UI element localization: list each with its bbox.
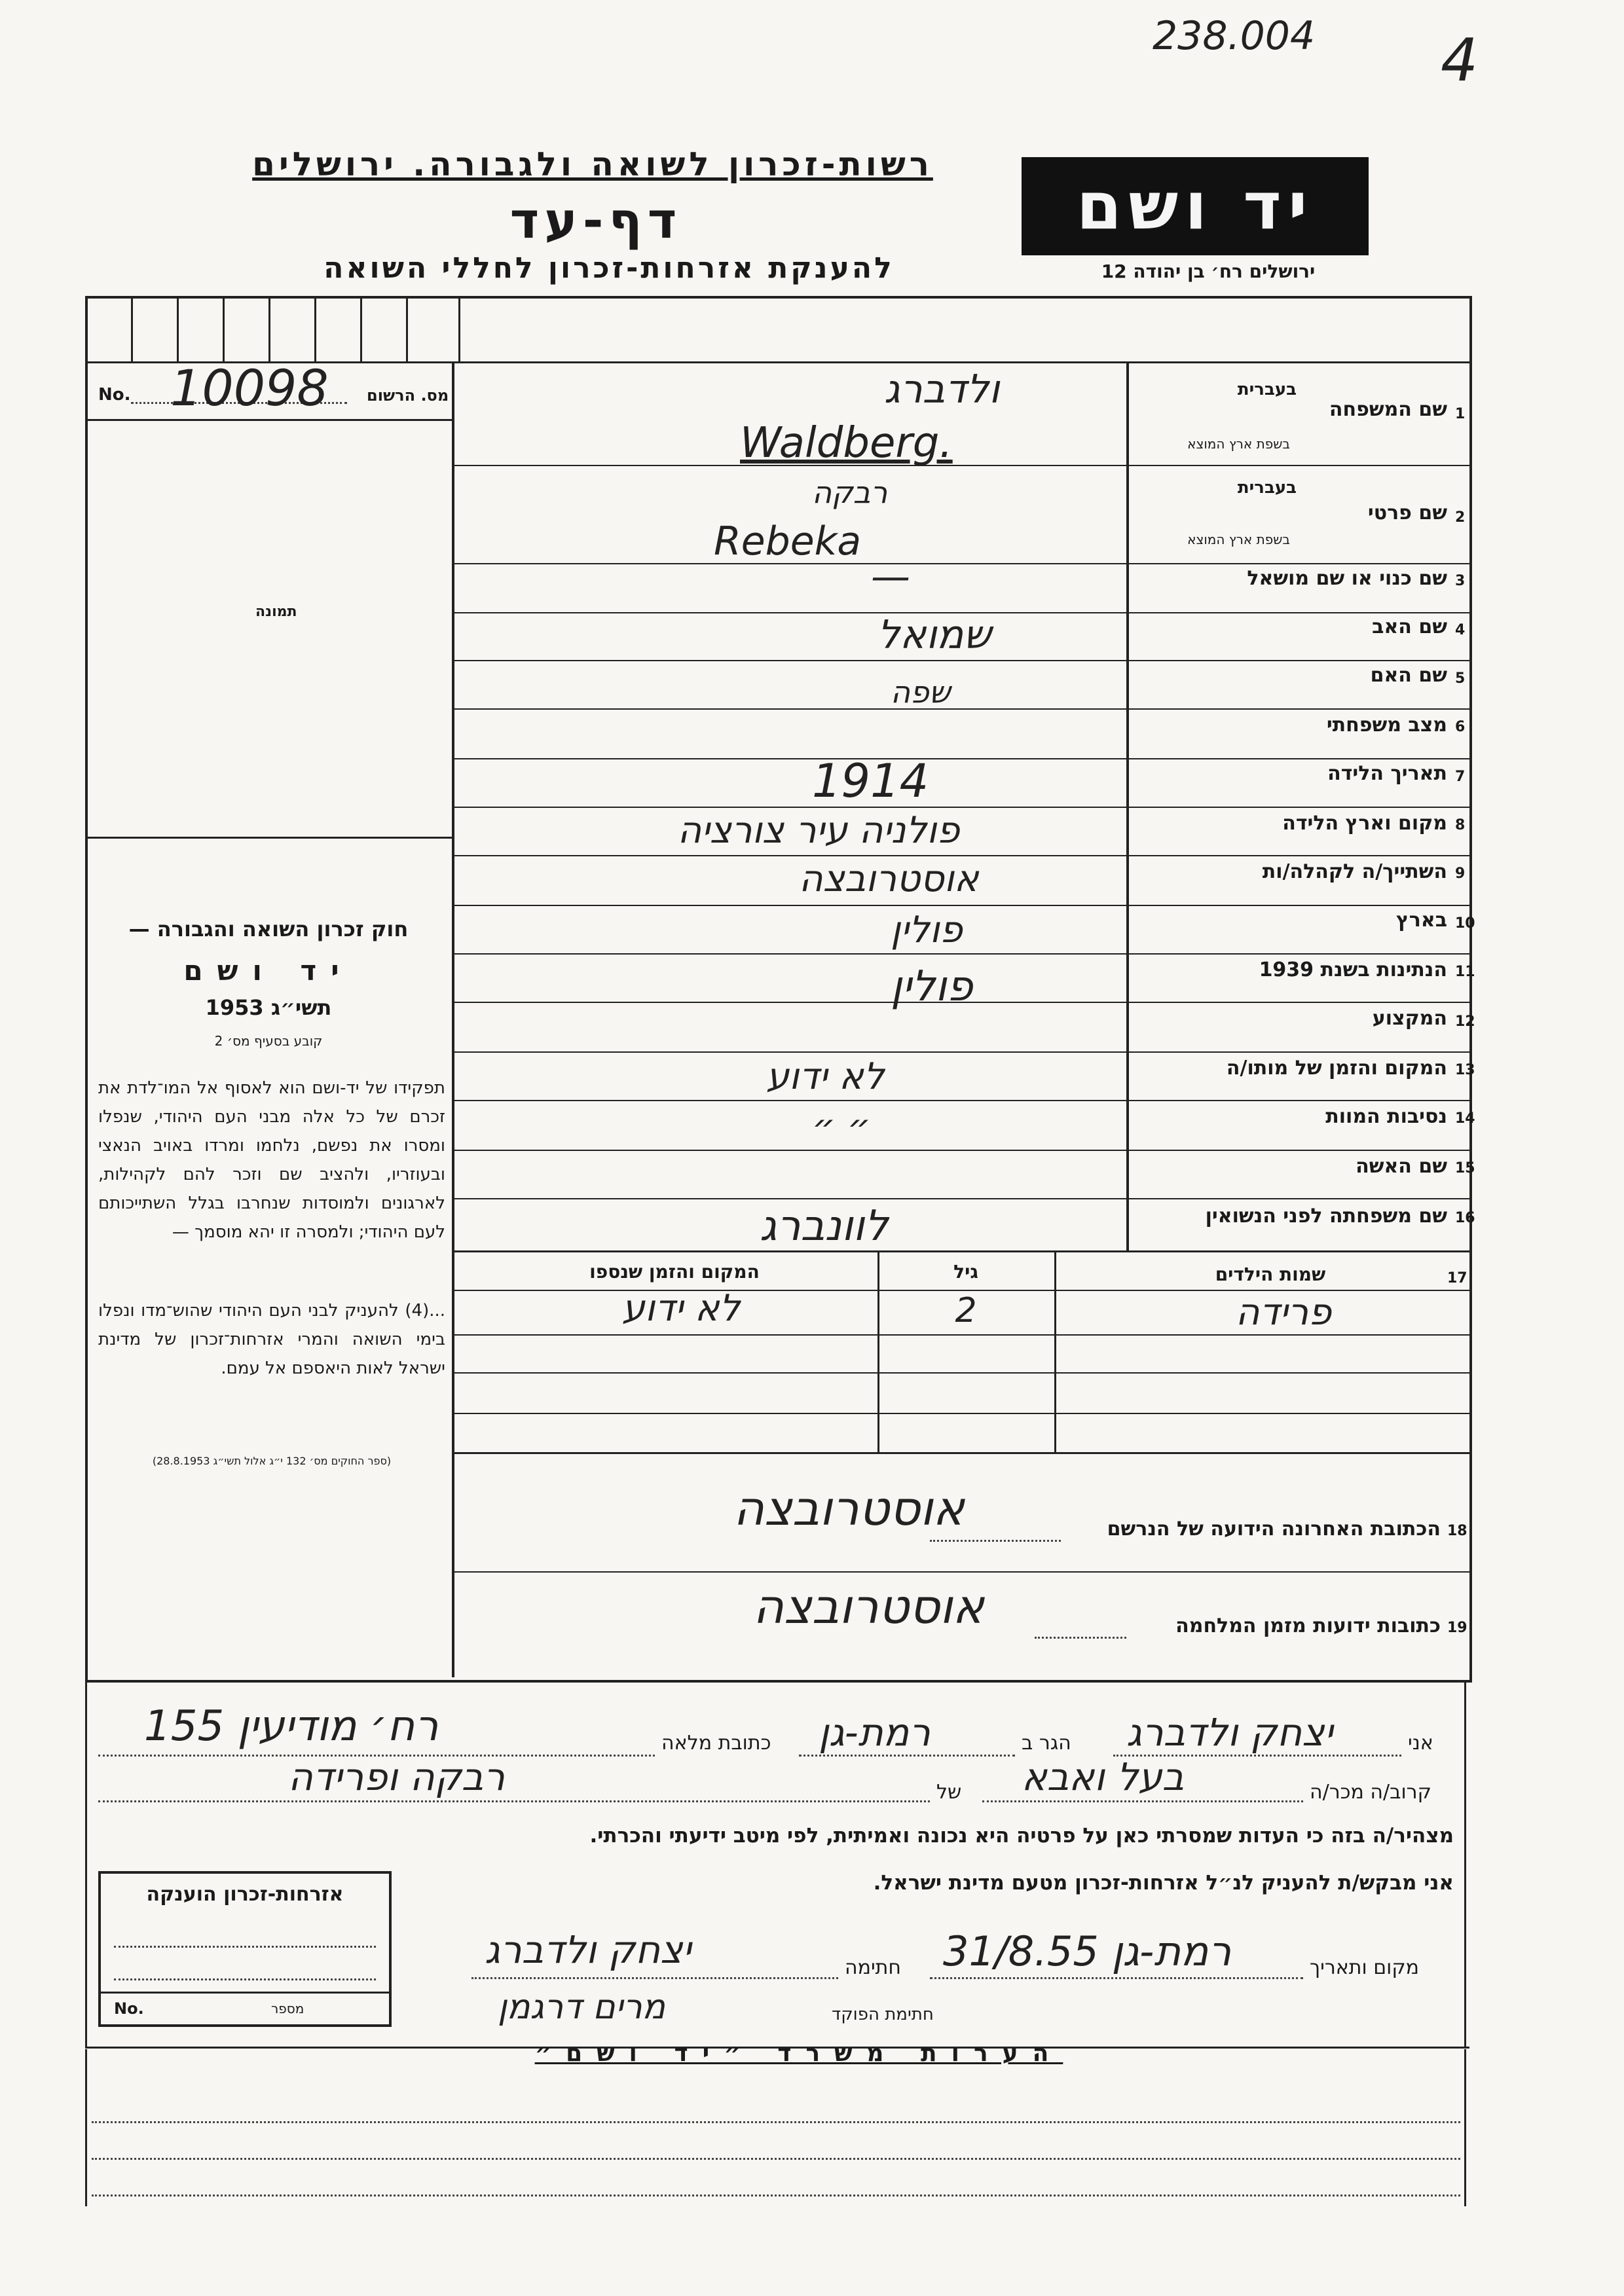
children-col-place: המקום והזמן שנספו (589, 1261, 760, 1283)
field-2-num: 2 (1455, 509, 1466, 526)
decl-relative-value: בעל ואבא (1022, 1755, 1185, 1799)
law-citation: (ספר החוקים מס׳ 132 י״ג אלול תשי״ג 28.8.1953) (152, 1455, 392, 1467)
field-1-value-local: Waldberg. (740, 419, 953, 467)
citizenship-stamp-box (98, 1871, 392, 2027)
law-title: חוק זכרון השואה והגבורה — (128, 917, 409, 941)
decl-of-label: של (936, 1781, 962, 1804)
field-6-num: 6 (1455, 719, 1466, 735)
field-10-label: בארץ (1395, 909, 1447, 932)
decl-i-value: יצחק ולדברג (1126, 1710, 1333, 1755)
field-1-hebrew-note: בעברית (1237, 380, 1297, 399)
field-9-label: השתייך/ה לקהלה/ות (1262, 860, 1447, 883)
field-8-value: פולניה עיר צורציה (677, 809, 960, 852)
child-1-name: פרידה (1235, 1291, 1332, 1334)
field-2-origin-note: בשפת ארץ המוצא (1187, 532, 1290, 547)
decl-officer-label: חתימת הפוקד (832, 2005, 934, 2024)
form-subtitle: להענקת אזרחות-זכרון לחללי השואה (323, 251, 895, 285)
children-col-age: גיל (953, 1261, 978, 1283)
decl-place-date-value: רמת-גן 31/8.55 (943, 1927, 1232, 1975)
field-19-label: כתובות ידועות מזמן המלחמה (1175, 1614, 1441, 1637)
field-12-num: 12 (1455, 1013, 1475, 1030)
field-13-label: המקום והזמן של מותו/ה (1226, 1057, 1447, 1080)
field-19-num: 19 (1447, 1620, 1467, 1636)
field-3-num: 3 (1455, 573, 1466, 589)
children-col-names: שמות הילדים (1215, 1264, 1326, 1285)
registry-label-en: No. (98, 385, 131, 405)
children-num: 17 (1447, 1270, 1467, 1286)
stamp-no-label: No. (114, 1999, 144, 2018)
field-18-label: הכתובת האחרונה הידועה של הנרשם (1107, 1518, 1441, 1540)
decl-relative-label: קרוב/ה מכר/ה (1310, 1781, 1431, 1804)
field-1-label: שם המשפחה (1329, 398, 1447, 421)
field-5-value: שפה (891, 674, 951, 710)
child-1-place: לא ידוע (621, 1287, 741, 1330)
logo-text: יד ושם (1076, 168, 1314, 244)
field-15-label: שם האשה (1356, 1155, 1447, 1178)
decl-resides-value: רמת-גן (819, 1710, 931, 1755)
field-13-value: לא ידוע (766, 1055, 885, 1098)
photo-label: תמונה (255, 604, 297, 620)
field-11-label: הנתינות בשנת 1939 (1259, 958, 1447, 981)
field-7-label: תאריך הלידה (1327, 762, 1447, 785)
field-8-num: 8 (1455, 817, 1466, 833)
field-14-value: ״ ״ (812, 1106, 871, 1149)
law-name: יד ושם (183, 955, 354, 987)
registry-label-he: מס. הרשום (367, 386, 449, 405)
field-6-label: מצב משפחתי (1326, 714, 1447, 737)
field-12-label: המקצוע (1372, 1007, 1447, 1030)
field-3-label: שם כנוי או שם מושאל (1247, 567, 1447, 590)
address: ירושלים רח׳ בן יהודה 12 (1101, 261, 1316, 282)
decl-signature-value: יצחק ולדברג (485, 1927, 692, 1972)
field-1-num: 1 (1455, 406, 1466, 422)
field-1-value-he: ולדברג (884, 367, 1000, 412)
field-5-num: 5 (1455, 670, 1466, 687)
field-4-num: 4 (1455, 622, 1466, 638)
form-title: דף-עד (509, 191, 682, 249)
field-10-num: 10 (1455, 915, 1475, 932)
field-10-value: פולין (891, 909, 963, 951)
stamp-number-label: מספר (271, 2001, 304, 2016)
field-11-num: 11 (1455, 964, 1475, 980)
field-4-label: שם האב (1372, 615, 1447, 638)
decl-address-label: כתובת מלאה (661, 1732, 771, 1755)
yad-vashem-logo (1022, 157, 1369, 255)
field-7-value: 1914 (812, 754, 929, 808)
child-1-age: 2 (955, 1291, 977, 1330)
page-marker: 4 (1441, 26, 1479, 95)
decl-of-value: רבקה ופרידה (288, 1755, 506, 1799)
law-paragraph-2: ...(4) להעניק לבני העם היהודי שהוש־מדו ונפלו בימי השואה והמרי אזרחות־זכרון של מדינת ישראל לאות היאספם אל עמם. (98, 1301, 445, 1378)
field-9-num: 9 (1455, 866, 1466, 882)
field-9-value: אוסטרובצה (799, 858, 979, 900)
decl-signature-label: חתימה (845, 1956, 902, 1979)
field-7-num: 7 (1455, 769, 1466, 785)
field-2-hebrew-note: בעברית (1237, 478, 1297, 498)
decl-statement-2: אני מבקש/ת להעניק לנ״ל אזרחות-זכרון מטעם מדינת ישראל. (873, 1871, 1454, 1895)
field-2-label: שם פרטי (1367, 501, 1447, 524)
decl-address-value: רח׳ מודיעין 155 (144, 1702, 439, 1751)
field-14-num: 14 (1455, 1110, 1475, 1127)
field-1-origin-note: בשפת ארץ המוצא (1187, 436, 1290, 452)
field-13-num: 13 (1455, 1062, 1475, 1078)
decl-i-label: אני (1408, 1732, 1433, 1755)
field-16-label: שם משפחתה לפני הנשואין (1205, 1205, 1447, 1228)
field-2-value-local: Rebeka (714, 519, 862, 564)
field-18-num: 18 (1447, 1523, 1467, 1539)
field-2-value-he: רבקה (812, 475, 888, 510)
field-8-label: מקום וארץ הלידה (1282, 812, 1447, 835)
field-4-value: שמואל (877, 612, 991, 658)
decl-statement-1: מצהיר/ה בזה כי העדות שמסרתי כאן על פרטיה היא נכונה ואמיתית, לפי מיטב ידיעתי והכרתי. (589, 1824, 1454, 1848)
office-notes-title: הערות משרד ״יד ושם״ (534, 2040, 1063, 2067)
law-year: תשי״ג 1953 (205, 995, 332, 1020)
decl-officer-value: מרים דרגמן (498, 1988, 665, 2027)
field-16-value: לוונברג (760, 1202, 889, 1250)
decl-resides-label: הגר ב (1022, 1732, 1071, 1755)
serial-number: 238.004 (1153, 13, 1316, 59)
field-18-value: אוסטרובצה (733, 1481, 965, 1536)
field-14-label: נסיבות המוות (1325, 1105, 1447, 1128)
law-paragraph-1: תפקידו של יד-ושם הוא לאסוף אל המו־לדת את זכרם של כל אלה מבני העם היהודי, שנפלו ומסרו את נפשם, נלחמו ומרדו באויב הנאצי ובעוזריו, ולהציב שם וזכר להם לקהילות, לארגונים ולמוסדות שנחרבו בגלל השתייכותם לעם היהודי; ולמסרה זו יהא מוסמך — (98, 1078, 445, 1242)
authority-line: רשות-זכרון לשואה ולגבורה. ירושלים (252, 145, 933, 183)
field-11-value: פולין (891, 962, 973, 1011)
field-16-num: 16 (1455, 1210, 1475, 1226)
field-19-value: אוסטרובצה (753, 1579, 984, 1634)
registry-number: 10098 (170, 359, 329, 417)
stamp-title: אזרחות-זכרון הוענקה (146, 1883, 344, 1906)
decl-place-date-label: מקום ותאריך (1310, 1956, 1419, 1979)
law-section: קובע בסעיף מס׳ 2 (214, 1033, 323, 1049)
field-15-num: 15 (1455, 1160, 1475, 1176)
field-5-label: שם האם (1370, 664, 1447, 687)
field-3-value: — (871, 554, 910, 600)
